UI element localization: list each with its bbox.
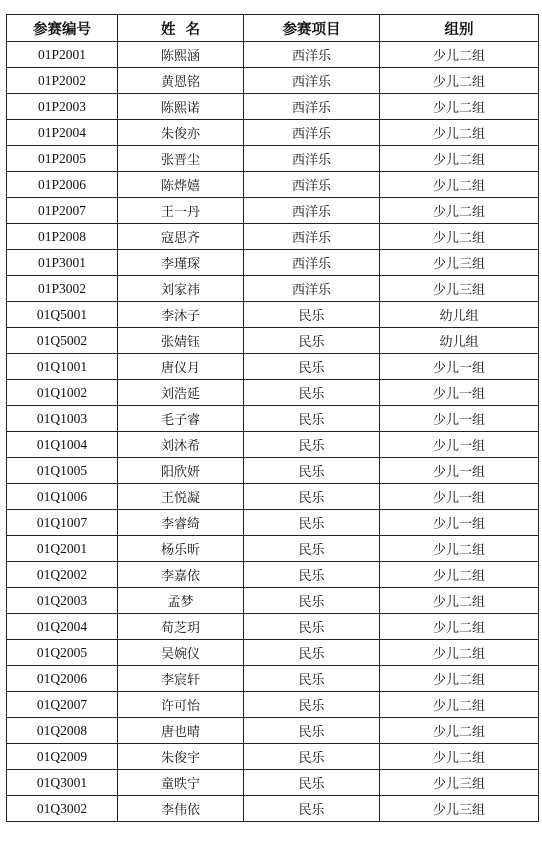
table-body [7,42,539,822]
entry-number-cell: 01Q1006 [7,484,118,510]
group-cell: 少儿二组 [380,744,539,770]
name-cell: 刘浩延 [118,380,244,406]
event-cell: 民乐 [244,718,380,744]
entry-number-cell: 01Q5001 [7,302,118,328]
entry-number-cell: 01P2006 [7,172,118,198]
table-row [7,120,539,146]
group-cell: 少儿二组 [380,42,539,68]
entry-number-cell: 01P3002 [7,276,118,302]
event-cell: 西洋乐 [244,276,380,302]
event-cell: 民乐 [244,692,380,718]
table-row [7,536,539,562]
event-cell: 民乐 [244,562,380,588]
group-cell: 少儿二组 [380,146,539,172]
name-cell: 李瑾琛 [118,250,244,276]
entry-number-cell: 01Q1003 [7,406,118,432]
group-cell: 少儿二组 [380,94,539,120]
event-cell: 西洋乐 [244,198,380,224]
name-cell: 朱俊宇 [118,744,244,770]
group-cell: 少儿二组 [380,224,539,250]
table-row [7,770,539,796]
name-cell: 张婧钰 [118,328,244,354]
table-row [7,406,539,432]
table-row [7,172,539,198]
group-cell: 少儿二组 [380,562,539,588]
name-cell: 阳欣妍 [118,458,244,484]
entry-number-cell: 01Q1007 [7,510,118,536]
group-cell: 少儿三组 [380,770,539,796]
table-row [7,94,539,120]
group-cell: 幼儿组 [380,302,539,328]
name-cell: 孟梦 [118,588,244,614]
event-cell: 民乐 [244,432,380,458]
entry-number-cell: 01P2007 [7,198,118,224]
event-cell: 西洋乐 [244,42,380,68]
header-row [7,15,539,42]
entry-number-cell: 01Q1002 [7,380,118,406]
entry-number-cell: 01P2001 [7,42,118,68]
group-cell: 少儿一组 [380,484,539,510]
table-row [7,198,539,224]
table-row [7,276,539,302]
event-cell: 西洋乐 [244,94,380,120]
name-cell: 陈熙涵 [118,42,244,68]
group-cell: 少儿二组 [380,614,539,640]
group-cell: 少儿二组 [380,718,539,744]
entry-number-cell: 01P2003 [7,94,118,120]
table-row [7,718,539,744]
name-cell: 陈烨嬉 [118,172,244,198]
group-cell: 少儿一组 [380,458,539,484]
entry-number-cell: 01Q2009 [7,744,118,770]
group-cell: 少儿二组 [380,120,539,146]
table-row [7,432,539,458]
entry-number-cell: 01Q1004 [7,432,118,458]
event-cell: 民乐 [244,328,380,354]
name-cell: 杨乐昕 [118,536,244,562]
event-cell: 民乐 [244,458,380,484]
table-row [7,588,539,614]
entry-number-cell: 01Q1001 [7,354,118,380]
name-cell: 李嘉依 [118,562,244,588]
event-cell: 民乐 [244,406,380,432]
name-cell: 唐仪月 [118,354,244,380]
entry-number-cell: 01P2008 [7,224,118,250]
name-cell: 许可怡 [118,692,244,718]
event-cell: 民乐 [244,536,380,562]
group-cell: 少儿一组 [380,406,539,432]
event-cell: 西洋乐 [244,120,380,146]
table-row [7,354,539,380]
event-cell: 民乐 [244,796,380,822]
group-cell: 少儿二组 [380,692,539,718]
event-cell: 西洋乐 [244,146,380,172]
header-event: 参赛项目 [244,15,380,42]
name-cell: 毛子睿 [118,406,244,432]
group-cell: 少儿一组 [380,354,539,380]
table-row [7,328,539,354]
name-cell: 刘沐希 [118,432,244,458]
table-row [7,510,539,536]
event-cell: 民乐 [244,640,380,666]
event-cell: 民乐 [244,354,380,380]
event-cell: 西洋乐 [244,68,380,94]
name-cell: 张晋尘 [118,146,244,172]
entry-number-cell: 01Q2001 [7,536,118,562]
group-cell: 少儿三组 [380,796,539,822]
table-row [7,68,539,94]
name-cell: 黄恩铭 [118,68,244,94]
table-row [7,692,539,718]
name-cell: 朱俊亦 [118,120,244,146]
event-cell: 西洋乐 [244,172,380,198]
roster-document [6,14,538,822]
group-cell: 少儿二组 [380,588,539,614]
event-cell: 民乐 [244,484,380,510]
table-row [7,224,539,250]
group-cell: 少儿一组 [380,510,539,536]
name-cell: 李伟依 [118,796,244,822]
table-row [7,484,539,510]
group-cell: 少儿二组 [380,640,539,666]
group-cell: 幼儿组 [380,328,539,354]
group-cell: 少儿二组 [380,198,539,224]
entry-number-cell: 01Q2008 [7,718,118,744]
event-cell: 民乐 [244,302,380,328]
entry-number-cell: 01P2002 [7,68,118,94]
table-row [7,796,539,822]
entry-number-cell: 01P2005 [7,146,118,172]
entry-number-cell: 01Q2004 [7,614,118,640]
entry-number-cell: 01Q2005 [7,640,118,666]
group-cell: 少儿一组 [380,432,539,458]
entry-number-cell: 01Q1005 [7,458,118,484]
event-cell: 民乐 [244,666,380,692]
name-cell: 李睿绮 [118,510,244,536]
entry-number-cell: 01P3001 [7,250,118,276]
name-cell: 吴婉仪 [118,640,244,666]
name-cell: 李宸轩 [118,666,244,692]
table-row [7,614,539,640]
entry-number-cell: 01Q3001 [7,770,118,796]
name-cell: 王悦凝 [118,484,244,510]
event-cell: 西洋乐 [244,224,380,250]
name-cell: 刘家祎 [118,276,244,302]
entry-number-cell: 01Q2006 [7,666,118,692]
table-row [7,250,539,276]
name-cell: 陈熙诺 [118,94,244,120]
name-cell: 唐也晴 [118,718,244,744]
name-cell: 王一丹 [118,198,244,224]
event-cell: 民乐 [244,380,380,406]
group-cell: 少儿二组 [380,68,539,94]
entry-number-cell: 01Q2003 [7,588,118,614]
name-cell: 李沐子 [118,302,244,328]
event-cell: 民乐 [244,744,380,770]
header-entry-number: 参赛编号 [7,15,118,42]
group-cell: 少儿二组 [380,536,539,562]
entry-number-cell: 01P2004 [7,120,118,146]
table-row [7,458,539,484]
event-cell: 民乐 [244,588,380,614]
table-row [7,744,539,770]
group-cell: 少儿一组 [380,380,539,406]
event-cell: 民乐 [244,614,380,640]
table-row [7,666,539,692]
table-row [7,42,539,68]
event-cell: 西洋乐 [244,250,380,276]
participant-table [6,14,539,822]
entry-number-cell: 01Q2002 [7,562,118,588]
event-cell: 民乐 [244,510,380,536]
group-cell: 少儿三组 [380,276,539,302]
name-cell: 寇思齐 [118,224,244,250]
entry-number-cell: 01Q5002 [7,328,118,354]
table-row [7,380,539,406]
entry-number-cell: 01Q2007 [7,692,118,718]
name-cell: 童昳宁 [118,770,244,796]
header-name: 姓 名 [118,15,244,42]
group-cell: 少儿三组 [380,250,539,276]
group-cell: 少儿二组 [380,172,539,198]
header-group: 组别 [380,15,539,42]
table-row [7,640,539,666]
table-row [7,302,539,328]
entry-number-cell: 01Q3002 [7,796,118,822]
table-row [7,146,539,172]
name-cell: 荀芝玥 [118,614,244,640]
table-row [7,562,539,588]
event-cell: 民乐 [244,770,380,796]
group-cell: 少儿二组 [380,666,539,692]
